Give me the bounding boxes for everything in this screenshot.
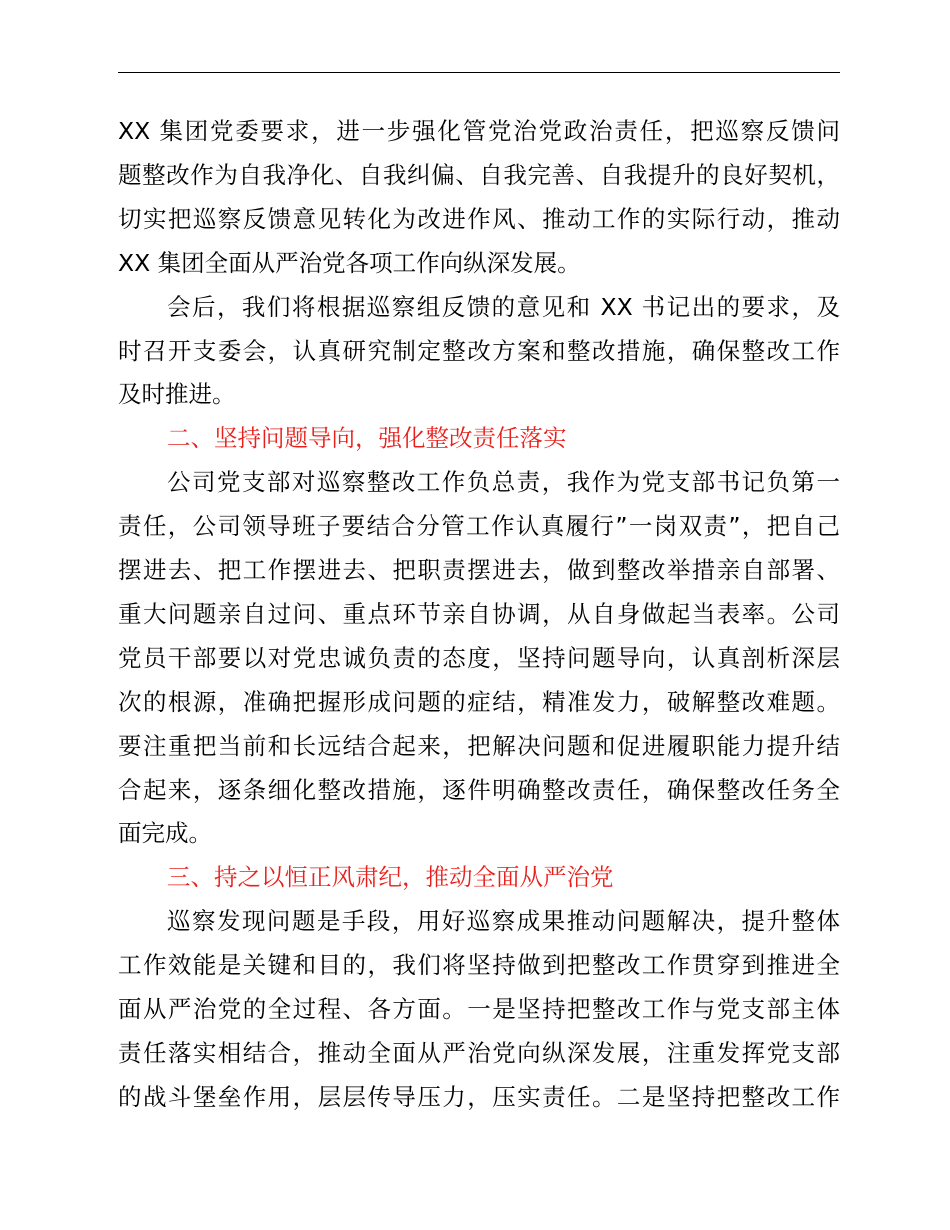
paragraph-line: 重大问题亲自过问、重点环节亲自协调，从自身做起当表率。公司 (118, 599, 840, 628)
paragraph-line: 切实把巡察反馈意见转化为改进作风、推动工作的实际行动，推动 (118, 204, 840, 233)
paragraph-line: 时召开支委会，认真研究制定整改方案和整改措施，确保整改工作 (118, 336, 840, 365)
paragraph-line: 的战斗堡垒作用，层层传导压力，压实责任。二是坚持把整改工作 (118, 1082, 840, 1111)
header-rule (118, 72, 840, 73)
section-heading: 三、持之以恒正风肃纪，推动全面从严治党 (167, 863, 614, 892)
section-heading: 二、坚持问题导向，强化整改责任落实 (167, 424, 567, 453)
paragraph-line: 次的根源，准确把握形成问题的症结，精准发力，破解整改难题。 (118, 687, 840, 716)
paragraph-line: XX 集团全面从严治党各项工作向纵深发展。 (118, 248, 581, 277)
paragraph-line: XX 集团党委要求，进一步强化管党治党政治责任，把巡察反馈问 (118, 117, 840, 145)
paragraph-line: 会后，我们将根据巡察组反馈的意见和 XX 书记出的要求，及 (167, 292, 840, 321)
paragraph-line: 题整改作为自我净化、自我纠偏、自我完善、自我提升的良好契机， (118, 160, 840, 189)
paragraph-line: 公司党支部对巡察整改工作负总责，我作为党支部书记负第一 (167, 468, 840, 497)
paragraph-line: 巡察发现问题是手段，用好巡察成果推动问题解决，提升整体 (167, 907, 840, 936)
paragraph-line: 党员干部要以对党忠诚负责的态度，坚持问题导向，认真剖析深层 (118, 643, 840, 672)
paragraph-line: 及时推进。 (118, 380, 236, 409)
paragraph-line: 面完成。 (118, 819, 212, 848)
paragraph-line: 摆进去、把工作摆进去、把职责摆进去，做到整改举措亲自部署、 (118, 556, 840, 584)
paragraph-line: 工作效能是关键和目的，我们将坚持做到把整改工作贯穿到推进全 (118, 951, 840, 980)
paragraph-line: 合起来，逐条细化整改措施，逐件明确整改责任，确保整改任务全 (118, 775, 840, 804)
paragraph-line: 面从严治党的全过程、各方面。一是坚持把整改工作与党支部主体 (118, 995, 840, 1023)
paragraph-line: 要注重把当前和长远结合起来，把解决问题和促进履职能力提升结 (118, 731, 840, 760)
paragraph-line: 责任落实相结合，推动全面从严治党向纵深发展，注重发挥党支部 (118, 1038, 840, 1067)
paragraph-line: 责任，公司领导班子要结合分管工作认真履行”一岗双责”，把自己 (118, 512, 840, 541)
